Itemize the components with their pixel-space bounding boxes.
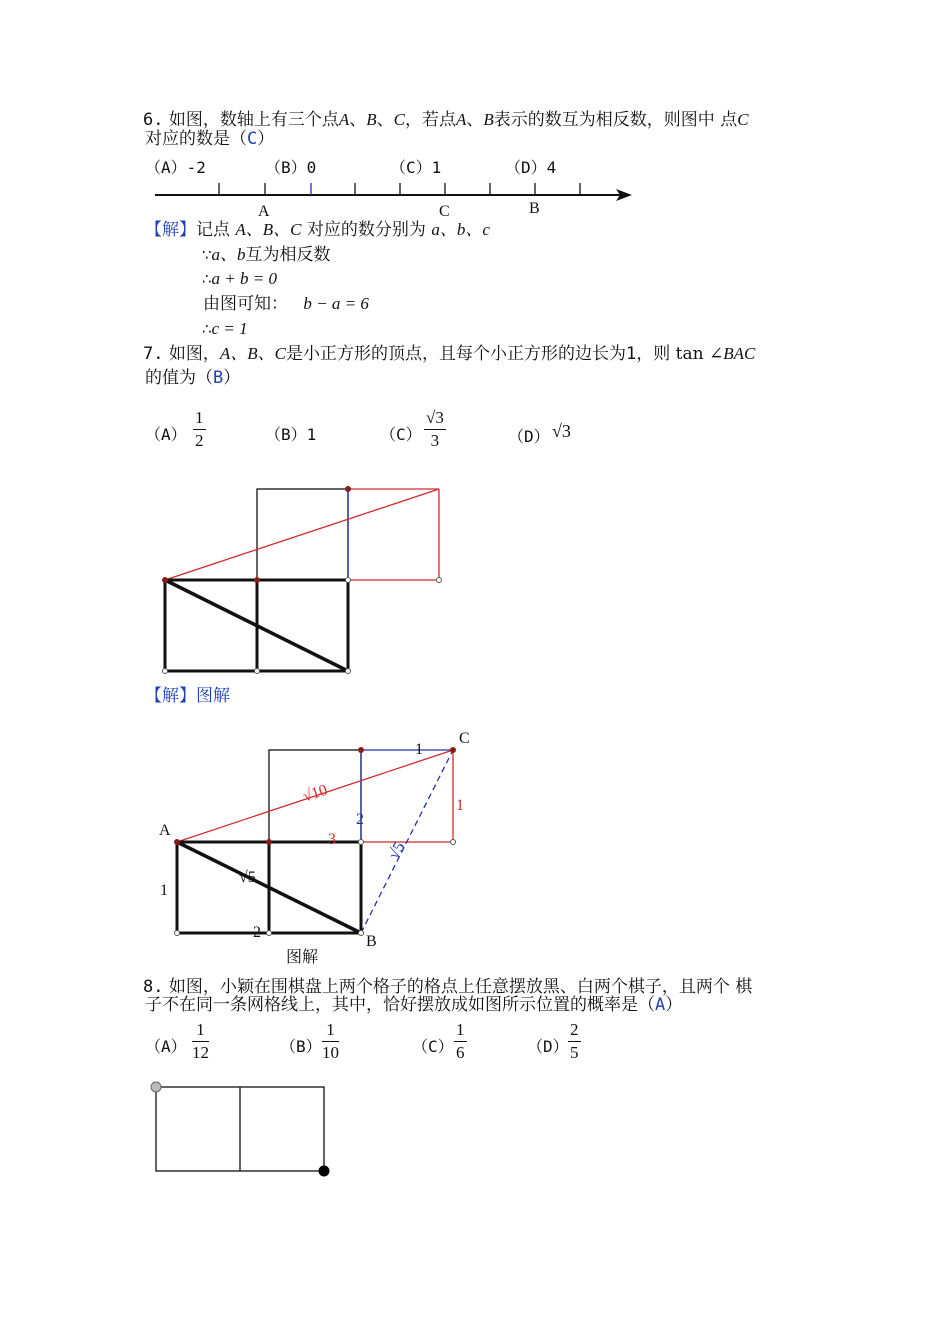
therefore-icon: ∴	[202, 320, 212, 338]
q8-option-d-fraction: $\frac{2}{5}$	[570, 1020, 579, 1062]
q6-number: 6.	[143, 110, 164, 130]
fig-label-two-mid: 2	[356, 811, 364, 828]
solution-tag: 【解】	[145, 220, 196, 240]
q8-stem-line2: 子不在同一条网格线上，其中，恰好摆放成如图所示位置的概率是（A）	[145, 995, 683, 1015]
q8-option-a-label: （A）	[145, 1037, 187, 1056]
q6-stem-line2: 对应的数是（C）	[145, 129, 275, 149]
fig-label-one-right: 1	[456, 797, 464, 814]
q6-solution-line4: 由图可知： b − a = 6	[203, 294, 369, 314]
fig-label-one-top: 1	[415, 741, 423, 758]
q6-solution-line5: ∴c = 1	[202, 319, 248, 338]
axis-label-c: C	[439, 203, 450, 220]
q7-figure	[162, 486, 442, 674]
q6-stem-line1: 6. 如图，数轴上有三个点A、B、C，若点A、B表示的数互为相反数，则图中 点C	[143, 110, 749, 130]
q8-option-c-fraction: $\frac{1}{6}$	[456, 1020, 465, 1062]
fig-label-b: B	[366, 933, 377, 950]
fig-label-one-left: 1	[160, 882, 168, 899]
q7-option-d-label: （D）	[508, 427, 550, 446]
q7-option-a-label: （A）	[145, 425, 187, 444]
q6-answer: C	[247, 129, 258, 149]
q6-solution-line3: ∴a + b = 0	[202, 269, 277, 288]
fig-label-sqrt10: √10	[300, 781, 330, 806]
q7-stem-line2: 的值为（B）	[145, 368, 241, 388]
fig-label-three: 3	[328, 831, 336, 848]
q6-option-a: （A）-2	[145, 158, 206, 177]
q7-option-d-root: √3	[552, 421, 571, 441]
q7-option-a-fraction: $\frac{1}{2}$	[195, 408, 204, 450]
axis-label-a: A	[258, 203, 270, 220]
q8-option-c-label: （C）	[412, 1037, 454, 1056]
q7-number: 7.	[143, 344, 164, 364]
q6-number-line	[155, 183, 632, 201]
fig-caption: 图解	[286, 947, 319, 966]
q8-answer: A	[655, 995, 666, 1015]
q6-option-b: （B）0	[265, 158, 317, 177]
q7-option-c-fraction: $\frac{√3}{3}$	[426, 408, 444, 450]
q6-solution-line1: 【解】记点 A、B、C 对应的数分别为 a、b、c	[145, 220, 490, 240]
q7-stem-line1: 7. 如图，A、B、C是小正方形的顶点，且每个小正方形的边长为1，则 tan ∠BAC	[143, 344, 756, 364]
q6-option-c: （C）1	[390, 158, 442, 177]
q7-solution-figure	[174, 747, 456, 936]
fig-label-two-bottom: 2	[253, 924, 261, 941]
fig-label-sqrt5-bc: √5	[385, 839, 409, 863]
q8-stem-line1: 8. 如图，小颖在围棋盘上两个格子的格点上任意摆放黑、白两个棋子，且两个 棋	[143, 977, 753, 997]
fig-label-sqrt5-ab: √5	[239, 869, 256, 886]
therefore-icon: ∴	[202, 270, 212, 288]
fig-label-a: A	[159, 822, 171, 839]
axis-label-b: B	[529, 200, 540, 217]
white-stone	[151, 1082, 161, 1092]
fig-label-c: C	[459, 730, 470, 747]
solution-tag: 【解】	[145, 686, 196, 706]
q8-option-a-fraction: $\frac{1}{12}$	[192, 1020, 209, 1062]
q6-option-d: （D）4	[505, 158, 557, 177]
q8-option-d-label: （D）	[527, 1037, 569, 1056]
q8-option-b-label: （B）	[280, 1037, 322, 1056]
black-stone	[319, 1166, 330, 1177]
q7-option-c-label: （C）	[380, 425, 422, 444]
q8-figure	[151, 1082, 330, 1177]
because-icon: ∵	[202, 246, 212, 264]
q8-number: 8.	[143, 977, 164, 997]
q7-answer: B	[213, 368, 224, 388]
q7-solution: 【解】图解	[145, 686, 230, 706]
q7-option-b-label: （B）1	[265, 425, 317, 444]
q6-solution-line2: ∵a、b互为相反数	[202, 245, 331, 265]
q8-option-b-fraction: $\frac{1}{10}$	[322, 1020, 339, 1062]
